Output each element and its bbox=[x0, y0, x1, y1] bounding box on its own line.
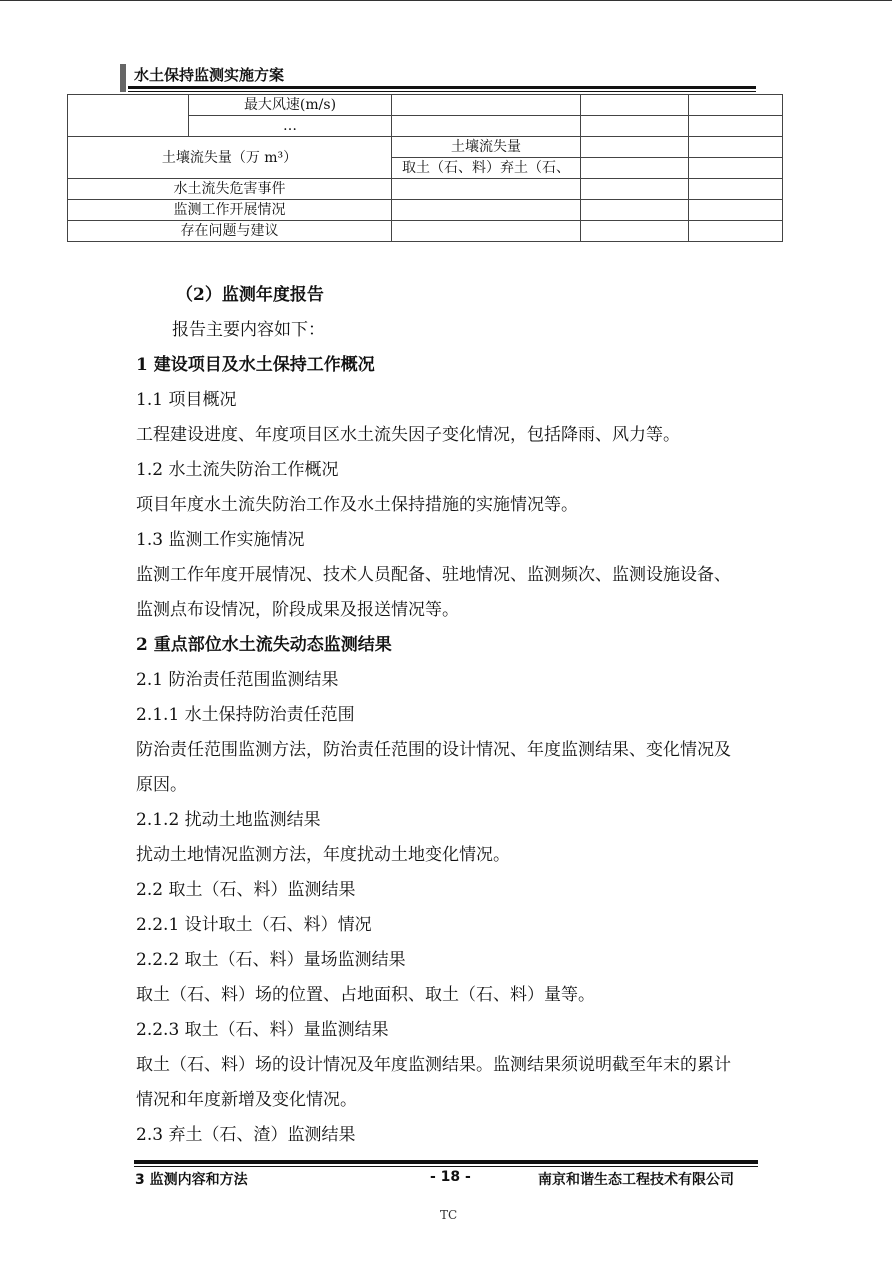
monitoring-table bbox=[67, 94, 783, 242]
paragraph: 工程建设进度、年度项目区水土流失因子变化情况，包括降雨、风力等。 bbox=[136, 425, 680, 445]
table-row bbox=[68, 137, 783, 158]
paragraph: 监测点布设情况，阶段成果及报送情况等。 bbox=[136, 600, 459, 620]
table-cell: 土壤流失量 bbox=[392, 137, 581, 158]
paragraph: 报告主要内容如下： bbox=[172, 320, 325, 340]
header-rule-thin bbox=[128, 91, 756, 92]
paragraph: 项目年度水土流失防治工作及水土保持措施的实施情况等。 bbox=[136, 495, 578, 515]
subheading: 1.2 水土流失防治工作概况 bbox=[136, 460, 339, 480]
paragraph: 扰动土地情况监测方法，年度扰动土地变化情况。 bbox=[136, 845, 510, 865]
subheading: 2.2.1 设计取土（石、料）情况 bbox=[136, 915, 372, 935]
table-cell: 监测工作开展情况 bbox=[68, 200, 392, 221]
subheading: 1.1 项目概况 bbox=[136, 390, 237, 410]
top-border bbox=[0, 0, 892, 1]
footer-rule bbox=[134, 1160, 758, 1164]
header-rule bbox=[128, 86, 756, 89]
subheading: 2.1 防治责任范围监测结果 bbox=[136, 670, 339, 690]
subheading: 2.2.3 取土（石、料）量监测结果 bbox=[136, 1020, 389, 1040]
section-heading: （2）监测年度报告 bbox=[176, 285, 324, 305]
table-row bbox=[68, 179, 783, 200]
table-cell: 最大风速(m/s) bbox=[189, 95, 392, 116]
paragraph: 取土（石、料）场的位置、占地面积、取土（石、料）量等。 bbox=[136, 985, 595, 1005]
footer-company: 南京和谐生态工程技术有限公司 bbox=[538, 1172, 734, 1188]
subheading: 1.3 监测工作实施情况 bbox=[136, 530, 305, 550]
subheading: 2.3 弃土（石、渣）监测结果 bbox=[136, 1125, 356, 1145]
table-row bbox=[68, 200, 783, 221]
body-text bbox=[136, 278, 776, 1153]
paragraph: 监测工作年度开展情况、技术人员配备、驻地情况、监测频次、监测设施设备、 bbox=[136, 565, 731, 585]
table-cell: 水土流失危害事件 bbox=[68, 179, 392, 200]
table-row bbox=[68, 95, 783, 116]
page-number: - 18 - bbox=[430, 1169, 471, 1185]
table-cell: … bbox=[189, 116, 392, 137]
table-cell bbox=[68, 95, 189, 137]
subheading: 2.1.1 水土保持防治责任范围 bbox=[136, 705, 355, 725]
subheading: 2.2 取土（石、料）监测结果 bbox=[136, 880, 356, 900]
subheading: 2.1.2 扰动土地监测结果 bbox=[136, 810, 321, 830]
paragraph: 防治责任范围监测方法，防治责任范围的设计情况、年度监测结果、变化情况及 bbox=[136, 740, 731, 760]
footer-rule-thin bbox=[134, 1166, 758, 1167]
footer-tc-mark: TC bbox=[440, 1208, 458, 1222]
header-title: 水土保持监测实施方案 bbox=[134, 66, 285, 84]
section-heading: 1 建设项目及水土保持工作概况 bbox=[136, 355, 375, 375]
table-cell: 存在问题与建议 bbox=[68, 221, 392, 242]
section-heading: 2 重点部位水土流失动态监测结果 bbox=[136, 635, 392, 655]
subheading: 2.2.2 取土（石、料）量场监测结果 bbox=[136, 950, 406, 970]
table-row bbox=[68, 221, 783, 242]
paragraph: 取土（石、料）场的设计情况及年度监测结果。监测结果须说明截至年末的累计 bbox=[136, 1055, 731, 1075]
table-cell: 取土（石、料）弃土（石、 bbox=[392, 158, 581, 179]
paragraph: 情况和年度新增及变化情况。 bbox=[136, 1090, 357, 1110]
header-bar bbox=[120, 64, 126, 92]
footer-section: 3 监测内容和方法 bbox=[135, 1172, 248, 1188]
table-cell: 土壤流失量（万 m³） bbox=[68, 137, 392, 179]
paragraph: 原因。 bbox=[136, 775, 187, 795]
